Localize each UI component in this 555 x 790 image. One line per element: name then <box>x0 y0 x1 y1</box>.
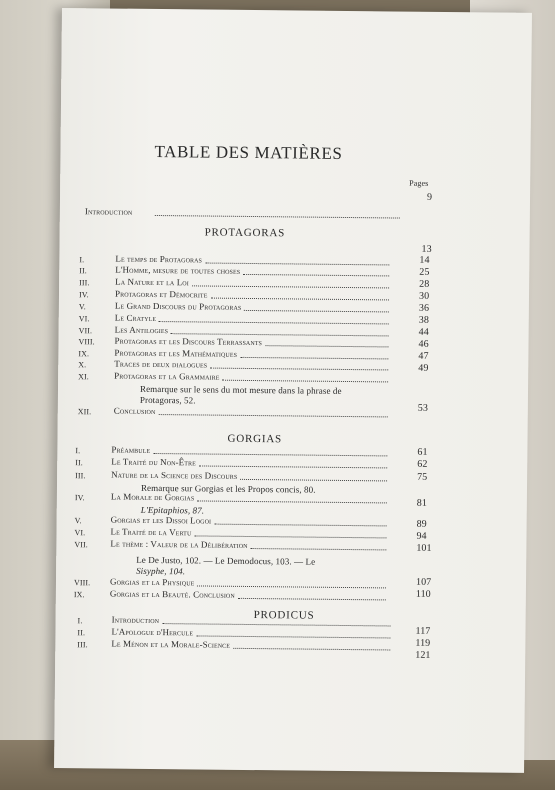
leader-dots <box>215 524 387 527</box>
section-heading-gorgias: GORGIAS <box>227 432 283 446</box>
section-heading-prodicus: PRODICUS <box>253 609 315 622</box>
note-xi-line2: Protagoras, 52. <box>139 394 196 406</box>
section-heading-protagoras: PROTAGORAS <box>204 226 286 240</box>
toc-entry-numeral: I. <box>79 255 85 265</box>
toc-entry-label: Les Antilogies <box>114 324 169 336</box>
toc-entry-label: Le Grand Discours du Protagoras <box>114 300 242 312</box>
leader-dots <box>163 623 391 626</box>
toc-entry-numeral: VII. <box>78 326 93 336</box>
leader-dots <box>192 285 389 288</box>
page-number: 89 <box>416 518 427 530</box>
toc-entry-label: Protagoras et les Mathématiques <box>114 347 238 359</box>
toc-entry-label: Le thème : Valeur de la Délibération <box>110 538 248 550</box>
toc-entry-label: Nature de la Science des Discours <box>111 469 238 481</box>
page-number: 47 <box>418 350 429 362</box>
leader-dots <box>233 648 390 651</box>
toc-entry-introduction: Introduction <box>84 206 133 217</box>
toc-entry-label: Protagoras et Démocrite <box>114 288 208 300</box>
page-number: 25 <box>419 266 430 278</box>
leader-dots <box>250 548 386 550</box>
page-number: 9 <box>426 191 433 203</box>
toc-entry-numeral: V. <box>78 302 86 312</box>
toc-entry-numeral: I. <box>75 446 81 456</box>
toc-entry-numeral: III. <box>79 278 90 288</box>
toc-entry-label: Le Cratyle <box>114 312 157 324</box>
page-number: 61 <box>417 446 428 458</box>
leader-dots <box>196 635 390 638</box>
leader-dots <box>240 357 388 360</box>
leader-dots <box>238 598 386 601</box>
book-page <box>54 8 532 773</box>
note-iv: L'Epitaphios, 87. <box>140 504 205 516</box>
toc-entry-numeral: XII. <box>77 407 92 417</box>
toc-entry-label: Introduction <box>111 614 160 626</box>
toc-entry-label: Le temps de Protagoras <box>115 253 203 265</box>
toc-entry-numeral: X. <box>78 360 87 370</box>
leader-dots <box>244 310 389 313</box>
page-number: 62 <box>417 458 428 470</box>
leader-dots <box>194 535 386 538</box>
toc-entry-numeral: IX. <box>78 349 90 359</box>
leader-dots <box>197 585 386 588</box>
leader-dots <box>265 345 388 347</box>
toc-entry-label: La Morale de Gorgias <box>110 491 195 503</box>
toc-entry-label: Gorgias et la Beauté. Conclusion <box>109 588 235 600</box>
page-number: 28 <box>419 278 430 290</box>
toc-entry-numeral: IX. <box>73 590 85 600</box>
page-number: 117 <box>415 625 431 637</box>
leader-dots <box>153 453 387 456</box>
leader-dots <box>199 465 387 468</box>
toc-entry-label: Traces de deux dialogues <box>114 358 208 370</box>
toc-entry-numeral: VI. <box>78 314 90 324</box>
page-number: 30 <box>418 290 430 302</box>
toc-entry-numeral: VIII. <box>73 578 91 588</box>
page-number: 49 <box>418 362 429 374</box>
leader-dots <box>159 414 388 417</box>
toc-entry-numeral: I. <box>77 616 83 626</box>
section-start-page: 13 <box>421 243 432 255</box>
leader-dots <box>222 380 388 383</box>
page-number: 121 <box>415 649 431 661</box>
toc-entry-label: L'Apologue d'Hercule <box>111 626 194 638</box>
toc-entry-label: Conclusion <box>113 405 156 417</box>
toc-entry-numeral: II. <box>77 628 86 638</box>
page-number: 101 <box>416 542 432 554</box>
toc-entry-label: Le Traité de la Vertu <box>110 526 192 538</box>
note-xi-line1: Remarque sur le sens du mot mesure dans la phrase de <box>139 383 342 396</box>
leader-dots <box>197 500 387 503</box>
toc-entry-numeral: XI. <box>78 372 89 382</box>
toc-entry-numeral: VIII. <box>78 337 95 347</box>
toc-entry-numeral: IV. <box>74 493 85 503</box>
toc-entry-numeral: VII. <box>74 540 88 550</box>
leader-dots <box>155 215 400 219</box>
pages-column-label: Pages <box>409 178 429 188</box>
toc-entry-label: Préambule <box>111 444 151 455</box>
page-number: 107 <box>415 576 432 588</box>
toc-entry-label: Le Ménon et la Morale-Science <box>111 638 231 650</box>
toc-entry-label: Protagoras et la Grammaire <box>114 370 220 382</box>
leader-dots <box>240 479 387 482</box>
leader-dots <box>243 274 389 277</box>
page-number: 110 <box>415 588 431 600</box>
toc-entry-numeral: III. <box>75 471 86 481</box>
leader-dots <box>159 321 389 324</box>
toc-entry-label: L'Homme, mesure de toutes choses <box>115 264 241 276</box>
page-number: 119 <box>415 637 431 649</box>
leader-dots <box>211 298 389 301</box>
page-number: 46 <box>418 338 429 350</box>
page-number: 14 <box>419 254 430 266</box>
toc-entry-label: La Nature et la Loi <box>115 276 189 288</box>
note-iii: Remarque sur Gorgias et les Propos concis, 80. <box>140 482 316 495</box>
page-number: 75 <box>417 471 428 483</box>
page-number: 81 <box>416 497 428 509</box>
toc-entry-numeral: II. <box>75 458 83 468</box>
toc-entry-label: Gorgias et les Dissoi Logoi <box>110 514 212 526</box>
page-number: 36 <box>418 302 430 314</box>
page-number: 53 <box>417 402 429 414</box>
toc-entry-label: Gorgias et la Physique <box>109 576 195 588</box>
note-vii-line2: Sisyphe, 104. <box>136 565 186 577</box>
toc-entry-label: Protagoras et les Discours Terrassants <box>114 335 263 348</box>
page-title: TABLE DES MATIÈRES <box>154 141 343 163</box>
toc-entry-numeral: VI. <box>74 528 86 538</box>
leader-dots <box>210 368 388 371</box>
note-vii-line1: Le De Justo, 102. — Le Demodocus, 103. — Le <box>136 554 316 567</box>
page-number: 94 <box>416 530 427 542</box>
toc-entry-numeral: II. <box>79 266 87 276</box>
toc-entry-label: Le Traité du Non-Être <box>111 456 196 468</box>
toc-entry-numeral: IV. <box>78 290 89 300</box>
toc-entry-numeral: III. <box>77 640 88 650</box>
toc-entry-numeral: V. <box>74 516 82 526</box>
page-number: 38 <box>418 314 430 326</box>
page-number: 44 <box>418 326 429 338</box>
